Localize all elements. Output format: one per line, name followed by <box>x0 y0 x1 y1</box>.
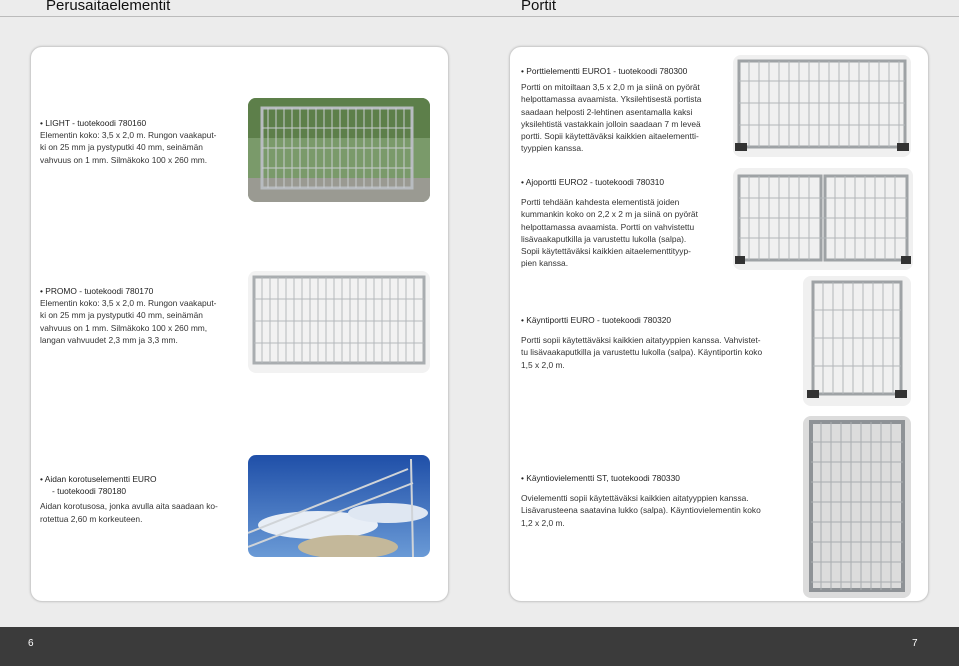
ovi-door-photo <box>803 416 911 598</box>
light-description <box>40 117 240 166</box>
euro1-line: Portti on mitoiltaan 3,5 x 2,0 m ja siinä on pyörät <box>521 82 700 93</box>
euro2-description <box>521 176 715 269</box>
header-divider <box>0 16 959 17</box>
left-page-number: 6 <box>28 638 34 649</box>
kaynti-line: tu lisävaakaputkilla ja varustettu lukolla (salpa). Käyntiportin koko <box>521 347 763 358</box>
kaynti-description <box>521 314 791 371</box>
raise-fence-photo <box>248 455 430 557</box>
light-fence-photo <box>248 98 430 202</box>
right-page-number: 7 <box>912 638 918 649</box>
light-title: • LIGHT - tuotekoodi 780160 <box>40 117 240 129</box>
promo-line: ki on 25 mm ja pystyputki 40 mm, seinämän <box>40 310 203 321</box>
kaynti-line: 1,5 x 2,0 m. <box>521 359 565 370</box>
euro1-line: yksilehtistä vastakkain jolloin saadaan 7 m leveä <box>521 118 701 129</box>
raise-line: Aidan korotusosa, jonka avulla aita saadaan ko- <box>40 501 218 512</box>
raise-description <box>40 473 240 525</box>
euro1-line: portti. Sopii käytettäväksi kaikkien aitaelementti- <box>521 131 699 142</box>
kaynti-title: • Käyntiportti EURO - tuotekoodi 780320 <box>521 314 791 326</box>
ovi-description <box>521 472 783 529</box>
ovi-line: 1,2 x 2,0 m. <box>521 517 565 528</box>
ovi-title: • Käyntiovielementti ST, tuotekoodi 780330 <box>521 472 783 484</box>
euro1-title: • Porttielementti EURO1 - tuotekoodi 780300 <box>521 65 721 77</box>
promo-description <box>40 285 240 346</box>
light-line: vahvuus on 1 mm. Silmäkoko 100 x 260 mm. <box>40 154 208 165</box>
right-page-title: Portit <box>521 0 557 14</box>
promo-line: vahvuus on 1 mm. Silmäkoko 100 x 260 mm, <box>40 322 208 333</box>
euro1-line: saadaan helposti 2-lehtinen asentamalla kaksi <box>521 106 693 117</box>
ovi-line: Lisävarusteena saatavina lukko (salpa). Käyntiovielementin koko <box>521 505 761 516</box>
ovi-line: Ovielementti sopii käytettäväksi kaikkien aitatyyppien kanssa. <box>521 493 749 504</box>
promo-fence-photo <box>248 271 430 373</box>
kaynti-line: Portti sopii käytettäväksi kaikkien aitatyyppien kanssa. Vahvistet- <box>521 335 761 346</box>
euro2-title: • Ajoportti EURO2 - tuotekoodi 780310 <box>521 176 715 188</box>
page-header <box>0 0 959 16</box>
page-footer <box>0 627 959 666</box>
light-line: Elementin koko: 3,5 x 2,0 m. Rungon vaakaput- <box>40 130 217 141</box>
euro2-line: lisävaakaputkilla ja varustettu lukolla (salpa). <box>521 233 687 244</box>
promo-line: Elementin koko: 3,5 x 2,0 m. Rungon vaakaput- <box>40 298 217 309</box>
euro2-line: helpottamassa avaamista. Portti on vahvistettu <box>521 221 695 232</box>
euro1-line: tyyppien kanssa. <box>521 143 584 154</box>
euro2-line: pien kanssa. <box>521 258 569 269</box>
light-line: ki on 25 mm ja pystyputki 40 mm, seinämän <box>40 142 203 153</box>
euro2-line: Sopii käytettäväksi kaikkien aitaelementtityyp- <box>521 246 691 257</box>
euro2-line: Portti tehdään kahdesta elementistä joiden <box>521 197 680 208</box>
promo-title: • PROMO - tuotekoodi 780170 <box>40 285 240 297</box>
euro2-line: kummankin koko on 2,2 x 2 m ja siinä on pyörät <box>521 209 698 220</box>
raise-line: rotettua 2,60 m korkeuteen. <box>40 513 143 524</box>
raise-title: • Aidan korotuselementti EURO <box>40 473 240 485</box>
promo-line: langan vahvuudet 2,3 mm ja 3,3 mm. <box>40 334 178 345</box>
euro2-gate-photo <box>733 168 913 270</box>
left-page-title: Perusaitaelementit <box>46 0 171 14</box>
euro1-description <box>521 65 721 154</box>
raise-code: - tuotekoodi 780180 <box>52 486 127 497</box>
kaynti-gate-photo <box>803 276 911 406</box>
euro1-gate-photo <box>733 55 911 157</box>
euro1-line: helpottamassa avaamista. Yksilehtisestä portista <box>521 94 702 105</box>
